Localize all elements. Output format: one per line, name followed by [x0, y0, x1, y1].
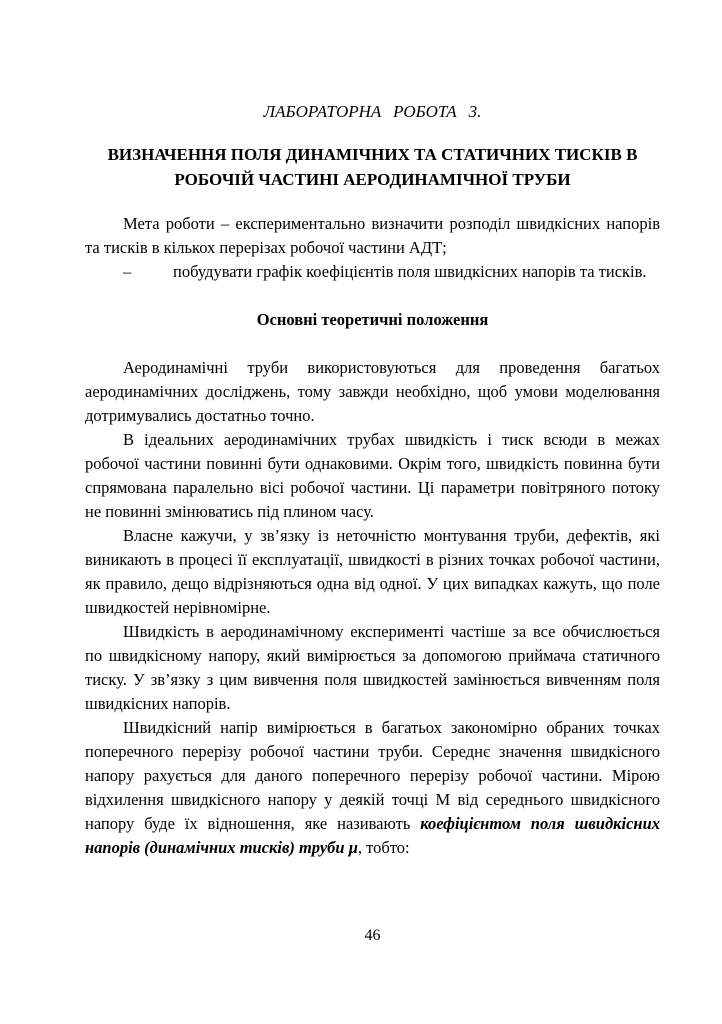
final-paragraph-emphasis: коефіцієнтом поля швидкісних напорів (динамічних тисків) труби μ — [85, 814, 660, 857]
section-heading: Основні теоретичні положення — [256, 310, 489, 329]
main-heading: ВИЗНАЧЕННЯ ПОЛЯ ДИНАМІЧНИХ ТА СТАТИЧНИХ ТИСКІВ В РОБОЧІЙ ЧАСТИНІ АЕРОДИНАМІЧНОЇ ТРУБИ — [107, 145, 638, 189]
final-paragraph-tail: , тобто: — [357, 838, 410, 857]
body-paragraph: Власне кажучи, у зв’язку із неточністю монтування труби, дефектів, які виникають в процесі її експлуатації, швидкості в різних точках робочої частини, як правило, дещо відрізняються одна від одної. У цих випадках кажуть, що поле швидкостей нерівномірне. — [85, 526, 660, 617]
body-paragraph-with-emphasis — [85, 716, 660, 860]
page-number: 46 — [364, 927, 381, 944]
goal-list-item — [85, 260, 660, 284]
goal-list-item-text: побудувати графік коефіцієнтів поля швидкісних напорів та тисків. — [173, 262, 647, 281]
list-dash: – — [123, 262, 132, 281]
body-paragraph: В ідеальних аеродинамічних трубах швидкість і тиск всюди в межах робочої частини повинні бути однаковими. Окрім того, швидкість повинна бути спрямована паралельно вісі робочої частини. Ці параметри повітряного потоку не повинні змінюватись під плином часу. — [85, 430, 660, 521]
body-paragraph: Швидкість в аеродинамічному експерименті частіше за все обчислюється по швидкісному напору, який вимірюється за допомогою приймача статичного тиску. У зв’язку з цим вивчення поля швидкостей замінюється вивченням поля швидкісних напорів. — [85, 622, 660, 713]
lab-work-title: ЛАБОРАТОРНА РОБОТА 3. — [263, 102, 482, 121]
body-paragraph: Аеродинамічні труби використовуються для проведення багатьох аеродинамічних досліджень, тому завжди необхідно, щоб умови моделювання дотримувались достатньо точно. — [85, 358, 660, 425]
final-paragraph-lead: Швидкісний напір вимірюється в багатьох закономірно обраних точках поперечного перерізу робочої частини труби. Середнє значення швидкісного напору рахується для даного поперечного перерізу робочої частини. Мірою відхилення швидкісного напору у деякій точці М від середнього швидкісного напору буде їх відношення, яке називають — [85, 718, 660, 833]
goal-paragraph: Мета роботи – експериментально визначити розподіл швидкісних напорів та тисків в кількох перерізах робочої частини АДТ; — [85, 214, 660, 257]
